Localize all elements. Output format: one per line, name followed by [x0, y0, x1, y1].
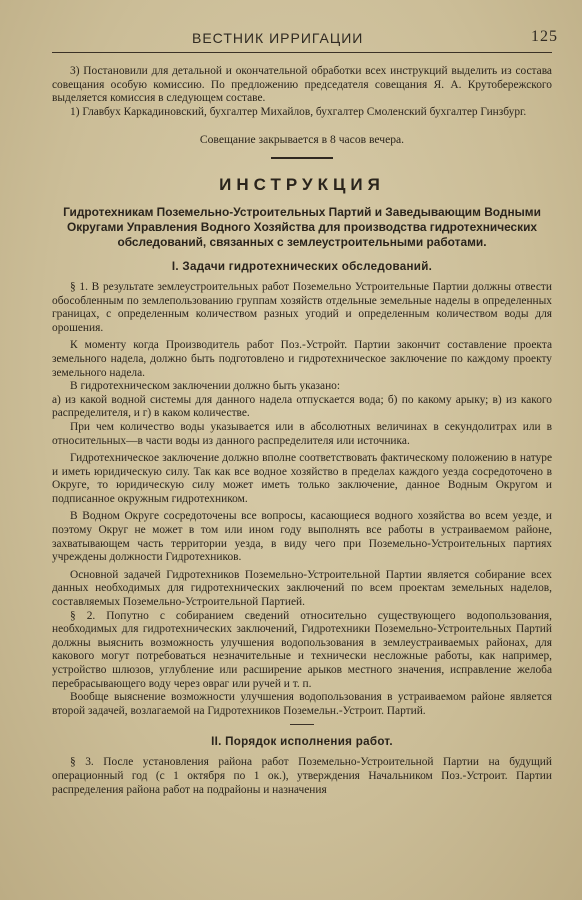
divider-rule — [271, 157, 333, 159]
s1-paragraph: Вообще выяснение возможности улучшения водопользования в устраиваемом районе является второй задачей, возлагаемой на Гидротехников Поземельн.-Устроит. Партий. — [52, 691, 552, 717]
s1-paragraph: Основной задачей Гидротехников Поземельно-Устроительной Партии является собирание всех данных необходимых для гидротехнических заключений по всем проектам земельных наделов, составляемых Поземельно-Устроительной Партией. — [52, 568, 552, 609]
instruction-subtitle: Гидротехникам Поземельно-Устроительных Партий и Заведывающим Водными Округами Управления Водного Хозяйства для производства гидротехнических обследований, связанных с землеустроительными работами. — [63, 204, 541, 249]
divider-rule-small — [290, 724, 314, 725]
meeting-closing: Совещание закрывается в 8 часов вечера. — [199, 133, 405, 147]
s1-paragraph: а) из какой водной системы для данного надела отпускается вода; б) по какому арыку; в) из какого распределителя, и г) в каком количестве. — [52, 393, 552, 420]
s1-paragraph: При чем количество воды указывается или в абсолютных величинах в секундолитрах или в относительных—в части воды из данного распределителя или источника. — [52, 420, 552, 447]
s1-paragraph: § 2. Попутно с собиранием сведений относительно существующего водопользования, необходимых для гидротехнических заключений, Гидротехники Поземельно-Устроительных Партий должны выяснить возможность улучшения водопользования в землеустраиваемых районах, для какового могут потребоваться незначительные и технически несложные работы, как например, устройство шлюзов, углубление или расширение арыков местного значения, исправление желоба перебрасывающего воду через овраг или ручей и т. п. — [52, 609, 552, 690]
section-1-title: I. Задачи гидротехнических обследований. — [171, 259, 433, 273]
page-number: 125 — [531, 28, 558, 45]
instruction-title: ИНСТРУКЦИЯ — [219, 174, 385, 194]
journal-title: ВЕСТНИК ИРРИГАЦИИ — [192, 30, 364, 46]
commission-members: 1) Главбух Каркадиновский, бухгалтер Михайлов, бухгалтер Смоленский бухгалтер Гинзбург. — [70, 105, 527, 118]
s1-paragraph: К моменту когда Производитель работ Поз.-Устройт. Партии закончит составление проекта земельного надела, должно быть подготовлено и гидротехническое заключение по каждому проекту земельного надела. — [52, 339, 552, 379]
s1-paragraph: В гидротехническом заключении должно быть указано: — [70, 380, 341, 393]
running-header — [52, 28, 558, 53]
s1-paragraph: § 1. В результате землеустроительных работ Поземельно Устроительные Партии должны отвести обособленным по землепользованию группам хозяйств отдельные земельные наделы в определенных границах, с определенным количеством разных угодий и определенным количеством воды для орошения. — [52, 280, 552, 334]
section-2-title: II. Порядок исполнения работ. — [211, 735, 393, 749]
commission-paragraph: 3) Постановили для детальной и окончательной обработки всех инструкций выделить из состава совещания особую комиссию. По предложению председателя совещания Я. А. Крутобережского выделяется комиссия в следующем составе. — [52, 65, 552, 105]
s1-paragraph: Гидротехническое заключение должно вполне соответствовать фактическому положению в натуре и иметь юридическую силу. Так как все водное хозяйство в пределах каждого уезда сосредоточено в Округе, то юридическую силу может иметь только заключение, данное Водным Округом и подписанное окружным гидротехником. — [52, 452, 552, 505]
s1-paragraph: В Водном Округе сосредоточены все вопросы, касающиеся водного хозяйства во всем уезде, и поэтому Округ не может в том или ином году выполнять все работы в устраиваемом районе, захватывающем часть территории уезда, в виду чего при Поземельно-Устроительных партиях учреждены должности Гидротехников. — [52, 510, 552, 564]
s2-paragraph: § 3. После установления района работ Поземельно-Устроительной Партии на будущий операционный год (с 1 октября по 1 ок.), утверждения Начальником Поз.-Устроит. Партии распределения района работ на подрайоны и назначения — [52, 756, 552, 796]
